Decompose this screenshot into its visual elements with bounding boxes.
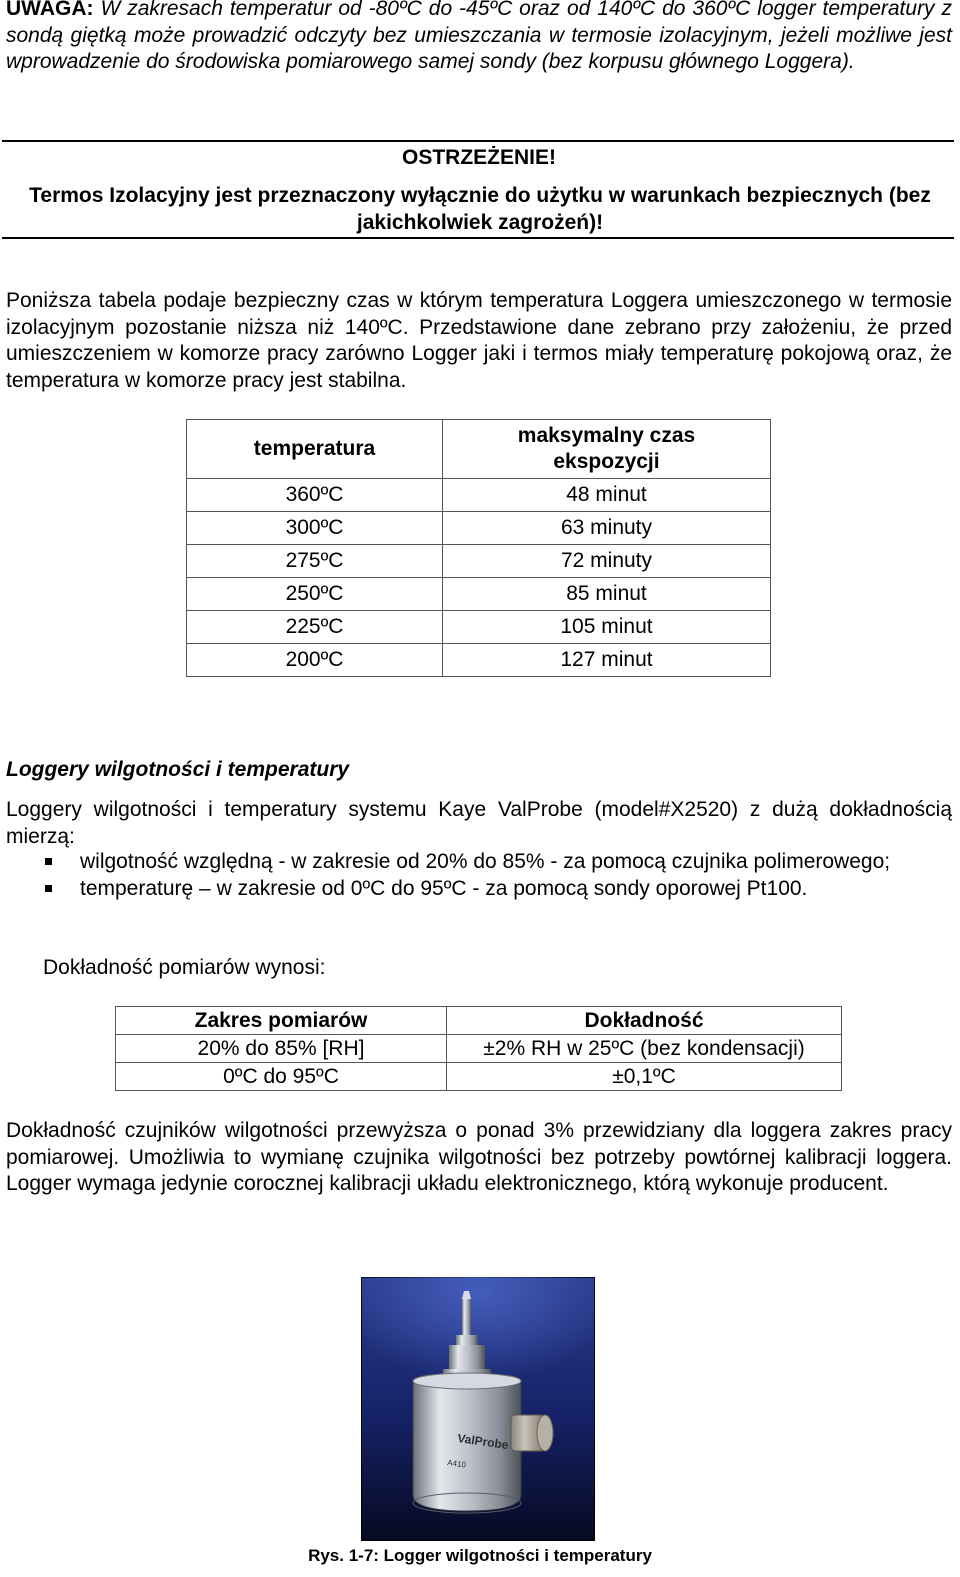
table-cell: 250ºC: [187, 578, 443, 611]
table-row: [187, 644, 771, 677]
table-row: [187, 479, 771, 512]
table-cell: 72 minuty: [443, 545, 771, 578]
warning-label: UWAGA:: [6, 0, 94, 20]
table-row: [187, 578, 771, 611]
closing-paragraph: Dokładność czujników wilgotności przewyższa o ponad 3% przewidziany dla loggera zakres pracy pomiarowej. Umożliwia to wymianę czujnika wilgotności bez potrzeby powtórnej kalibracji loggera. Logger wymaga jedynie corocznej kalibracji układu elektronicznego, którą wykonuje producent.: [6, 1119, 952, 1195]
list-item: wilgotność względną - w zakresie od 20% do 85% - za pomocą czujnika polimerowego;: [0, 849, 952, 876]
table-cell: 300ºC: [187, 512, 443, 545]
table-cell: 360ºC: [187, 479, 443, 512]
table-header-cell: Zakres pomiarów: [116, 1007, 447, 1035]
table-cell: ±0,1ºC: [447, 1063, 842, 1091]
table-cell: 105 minut: [443, 611, 771, 644]
warning-text: W zakresach temperatur od -80ºC do -45ºC oraz od 140ºC do 360ºC logger temperatury z sondą giętką może prowadzić odczyty bez umieszczania w termosie izolacyjnym, jeżeli możliwe jest wprowadzenie do środowiska pomiarowego samej sondy (bez korpusu głównego Loggera).: [6, 0, 952, 73]
bullet-square-icon: [45, 858, 52, 865]
table-cell: 85 minut: [443, 578, 771, 611]
accuracy-table: [115, 1006, 842, 1091]
table-row: [116, 1035, 842, 1063]
caution-top-rule: [2, 140, 954, 142]
brand-label: ValProbe: [456, 1431, 510, 1453]
table-row: [187, 545, 771, 578]
table-row: [187, 611, 771, 644]
section-heading: Loggery wilgotności i temperatury: [6, 758, 350, 781]
table-cell: 20% do 85% [RH]: [116, 1035, 447, 1063]
caution-bottom-rule: [2, 237, 954, 239]
table-row: [187, 512, 771, 545]
exposure-table: [186, 419, 771, 677]
list-item: temperaturę – w zakresie od 0ºC do 95ºC - za pomocą sondy oporowej Pt100.: [0, 876, 952, 903]
bullet-square-icon: [45, 885, 52, 892]
table-row: [116, 1063, 842, 1091]
table-cell: 200ºC: [187, 644, 443, 677]
table-header-row: [187, 420, 771, 479]
table-cell: 275ºC: [187, 545, 443, 578]
table-header-cell: maksymalny czas ekspozycji: [443, 420, 771, 479]
table-cell: 48 minut: [443, 479, 771, 512]
valprobe-logger-photo: [361, 1277, 595, 1541]
measurement-list: [0, 849, 952, 902]
intro-paragraph: Poniższa tabela podaje bezpieczny czas w którym temperatura Loggera umieszczonego w termosie izolacyjnym pozostanie niższa niż 140ºC. Przedstawione dane zebrano przy założeniu, że przed umieszczeniem w komorze pracy zarówno Logger jaki i termos miały temperaturę pokojową oraz, że temperatura w komorze pracy jest stabilna.: [6, 289, 952, 392]
section-intro: Loggery wilgotności i temperatury systemu Kaye ValProbe (model#X2520) z dużą dokładnością mierzą:: [6, 798, 952, 848]
caution-title: OSTRZEŻENIE!: [401, 146, 556, 169]
table-cell: 225ºC: [187, 611, 443, 644]
table-cell: 127 minut: [443, 644, 771, 677]
table-cell: ±2% RH w 25ºC (bez kondensacji): [447, 1035, 842, 1063]
table-cell: 63 minuty: [443, 512, 771, 545]
table-header-row: [116, 1007, 842, 1035]
table-cell: 0ºC do 95ºC: [116, 1063, 447, 1091]
caution-text: Termos Izolacyjny jest przeznaczony wyłącznie do użytku w warunkach bezpiecznych (bez jakichkolwiek zagrożeń)!: [29, 184, 931, 234]
figure-caption: Rys. 1-7: Logger wilgotności i temperatury: [308, 1546, 652, 1565]
warning-paragraph: [6, 0, 952, 76]
model-label: A410: [446, 1458, 467, 1470]
table-header-cell: Dokładność: [447, 1007, 842, 1035]
accuracy-intro: Dokładność pomiarów wynosi:: [43, 956, 326, 979]
table-header-cell: temperatura: [187, 420, 443, 479]
